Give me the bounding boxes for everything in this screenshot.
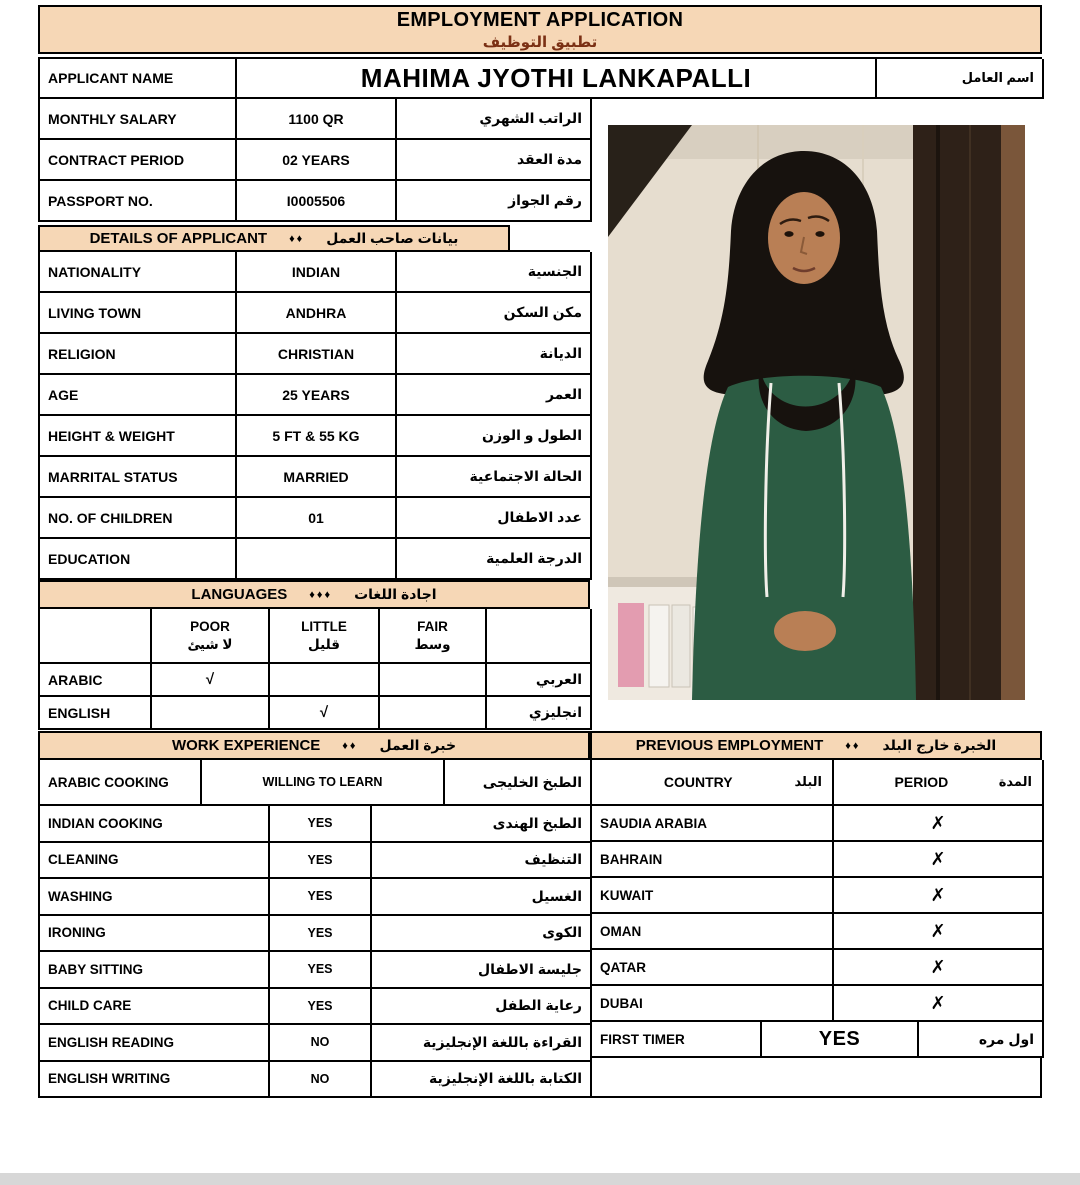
indian-cooking-value: YES [270, 806, 372, 843]
cleaning-label: CLEANING [40, 843, 270, 880]
x-mark: ✗ [834, 950, 1044, 986]
work-experience-section-header [38, 731, 590, 758]
ironing-value: YES [270, 916, 372, 953]
ironing-label-arabic: الكوى [372, 916, 592, 953]
contract-period-label-arabic: مدة العقد [397, 140, 592, 181]
diamond-icons: ♦♦ [342, 739, 358, 752]
details-title: DETAILS OF APPLICANT [89, 230, 268, 247]
level-fair-en: FAIR [417, 618, 448, 634]
marital-status-label-arabic: الحالة الاجتماعية [397, 457, 592, 498]
x-mark: ✗ [834, 806, 1044, 842]
religion-label: RELIGION [40, 334, 237, 375]
living-town-label-arabic: مكن السكن [397, 293, 592, 334]
education-label-arabic: الدرجة العلمية [397, 539, 592, 580]
arabic-language-label-arabic: العربي [487, 664, 592, 697]
education-value [237, 539, 397, 580]
applicant-photo [608, 125, 1025, 700]
cleaning-label-arabic: التنظيف [372, 843, 592, 880]
x-mark: ✗ [834, 914, 1044, 950]
indian-cooking-label: INDIAN COOKING [40, 806, 270, 843]
empty-cell [592, 1058, 1042, 1098]
level-little-ar: قليل [308, 636, 340, 652]
work-experience-table [38, 806, 590, 1098]
languages-section-header [38, 580, 590, 607]
country-qatar: QATAR [592, 950, 834, 986]
checkmark: √ [270, 697, 380, 730]
arabic-cooking-row [38, 758, 590, 806]
baby-sitting-label-arabic: جليسة الاطفال [372, 952, 592, 989]
baby-sitting-label: BABY SITTING [40, 952, 270, 989]
arabic-little-cell [270, 664, 380, 697]
work-experience-title: WORK EXPERIENCE [171, 737, 321, 754]
previous-employment-column-headers [590, 758, 1042, 806]
monthly-salary-label-arabic: الراتب الشهري [397, 99, 592, 140]
english-writing-label-arabic: الكتابة باللغة الإنجليزية [372, 1062, 592, 1099]
country-kuwait: KUWAIT [592, 878, 834, 914]
diamond-icons: ♦♦♦ [309, 588, 333, 601]
country-oman: OMAN [592, 914, 834, 950]
baby-sitting-value: YES [270, 952, 372, 989]
english-reading-label-arabic: القراءة باللغة الإنجليزية [372, 1025, 592, 1062]
scan-artifact-strip [0, 1173, 1080, 1185]
children-value: 01 [237, 498, 397, 539]
age-label-arabic: العمر [397, 375, 592, 416]
religion-label-arabic: الديانة [397, 334, 592, 375]
applicant-name-label-arabic: اسم العامل [877, 59, 1044, 99]
level-poor-en: POOR [190, 618, 230, 634]
english-reading-label: ENGLISH READING [40, 1025, 270, 1062]
details-title-arabic: بيانات صاحب العمل [326, 230, 459, 246]
languages-title: LANGUAGES [191, 586, 288, 603]
child-care-label: CHILD CARE [40, 989, 270, 1026]
country-dubai: DUBAI [592, 986, 834, 1022]
first-timer-row [590, 1022, 1042, 1058]
passport-no-value: I0005506 [237, 181, 397, 222]
level-little-en: LITTLE [301, 618, 347, 634]
languages-header-blank-cell [487, 609, 592, 664]
form-header-bar [38, 5, 1042, 54]
checkmark: √ [152, 664, 270, 697]
level-poor-header [152, 609, 270, 664]
level-fair-header [380, 609, 487, 664]
nationality-label-arabic: الجنسية [397, 252, 592, 293]
country-header-arabic: البلد [794, 774, 822, 789]
form-title-arabic: تطبيق التوظيف [482, 33, 598, 51]
monthly-salary-label: MONTHLY SALARY [40, 99, 237, 140]
country-bahrain: BAHRAIN [592, 842, 834, 878]
height-weight-label-arabic: الطول و الوزن [397, 416, 592, 457]
marital-status-label: MARRITAL STATUS [40, 457, 237, 498]
diamond-icons: ♦♦ [289, 232, 305, 245]
english-fair-cell [380, 697, 487, 730]
age-value: 25 YEARS [237, 375, 397, 416]
applicant-photo-illustration [608, 125, 1025, 700]
passport-no-label: PASSPORT NO. [40, 181, 237, 222]
english-poor-cell [152, 697, 270, 730]
marital-status-value: MARRIED [237, 457, 397, 498]
work-experience-title-arabic: خبرة العمل [379, 737, 457, 753]
previous-employment-section-header [590, 731, 1042, 758]
height-weight-value: 5 FT & 55 KG [237, 416, 397, 457]
applicant-name-value: MAHIMA JYOTHI LANKAPALLI [237, 59, 877, 99]
country-column-header [592, 760, 834, 806]
indian-cooking-label-arabic: الطبخ الهندى [372, 806, 592, 843]
english-reading-value: NO [270, 1025, 372, 1062]
ironing-label: IRONING [40, 916, 270, 953]
height-weight-label: HEIGHT & WEIGHT [40, 416, 237, 457]
english-language-label-arabic: انجليزي [487, 697, 592, 730]
living-town-label: LIVING TOWN [40, 293, 237, 334]
photo-hands [774, 611, 836, 651]
languages-title-arabic: اجادة اللغات [354, 586, 437, 602]
first-timer-value: YES [762, 1022, 919, 1058]
arabic-cooking-label-arabic: الطبخ الخليجى [445, 760, 592, 806]
washing-value: YES [270, 879, 372, 916]
country-header-en: COUNTRY [663, 774, 733, 790]
details-section-header [38, 225, 510, 250]
contract-period-label: CONTRACT PERIOD [40, 140, 237, 181]
nationality-label: NATIONALITY [40, 252, 237, 293]
living-town-value: ANDHRA [237, 293, 397, 334]
arabic-cooking-label: ARABIC COOKING [40, 760, 202, 806]
previous-employment-table [590, 806, 1042, 1022]
first-timer-label-arabic: اول مره [919, 1022, 1044, 1058]
level-poor-ar: لا شيئ [187, 636, 233, 652]
x-mark: ✗ [834, 986, 1044, 1022]
country-saudia-arabia: SAUDIA ARABIA [592, 806, 834, 842]
children-label: NO. OF CHILDREN [40, 498, 237, 539]
washing-label-arabic: الغسيل [372, 879, 592, 916]
english-writing-label: ENGLISH WRITING [40, 1062, 270, 1099]
level-little-header [270, 609, 380, 664]
religion-value: CHRISTIAN [237, 334, 397, 375]
languages-table [38, 607, 590, 730]
arabic-cooking-value: WILLING TO LEARN [202, 760, 445, 806]
child-care-label-arabic: رعاية الطفل [372, 989, 592, 1026]
applicant-name-label: APPLICANT NAME [40, 59, 237, 99]
age-label: AGE [40, 375, 237, 416]
languages-corner-cell [40, 609, 152, 664]
contract-period-value: 02 YEARS [237, 140, 397, 181]
nationality-value: INDIAN [237, 252, 397, 293]
english-language-label: ENGLISH [40, 697, 152, 730]
arabic-fair-cell [380, 664, 487, 697]
first-timer-label: FIRST TIMER [592, 1022, 762, 1058]
details-table [38, 250, 590, 580]
english-writing-value: NO [270, 1062, 372, 1099]
diamond-icons: ♦♦ [845, 739, 861, 752]
form-title: EMPLOYMENT APPLICATION [396, 8, 684, 31]
child-care-value: YES [270, 989, 372, 1026]
period-header-en: PERIOD [894, 774, 949, 790]
education-label: EDUCATION [40, 539, 237, 580]
applicant-name-row [38, 57, 1042, 99]
children-label-arabic: عدد الاطفال [397, 498, 592, 539]
x-mark: ✗ [834, 842, 1044, 878]
x-mark: ✗ [834, 878, 1044, 914]
passport-no-label-arabic: رقم الجواز [397, 181, 592, 222]
basic-info-table [38, 99, 590, 222]
previous-employment-empty-area [590, 1058, 1042, 1098]
previous-employment-title-arabic: الخبرة خارج البلد [882, 737, 997, 753]
monthly-salary-value: 1100 QR [237, 99, 397, 140]
level-fair-ar: وسط [414, 636, 451, 652]
arabic-language-label: ARABIC [40, 664, 152, 697]
washing-label: WASHING [40, 879, 270, 916]
period-column-header [834, 760, 1044, 806]
period-header-arabic: المدة [998, 774, 1032, 789]
previous-employment-title: PREVIOUS EMPLOYMENT [635, 737, 824, 754]
cleaning-value: YES [270, 843, 372, 880]
